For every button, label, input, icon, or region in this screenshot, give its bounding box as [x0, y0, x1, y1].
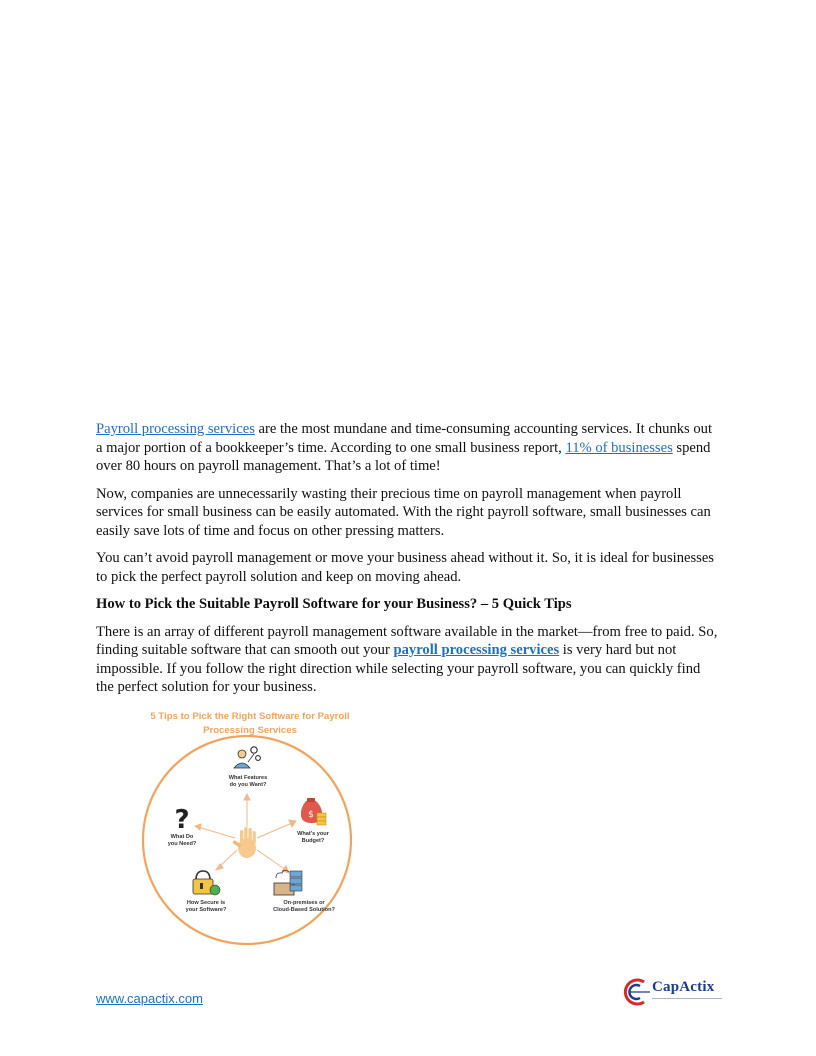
infographic-title-line1: 5 Tips to Pick the Right Software for Payroll [150, 711, 350, 722]
question-mark-icon [174, 805, 189, 835]
payroll-services-link[interactable]: Payroll processing services [96, 421, 255, 437]
hand-icon [232, 827, 256, 858]
logo-wordmark: CapActix [652, 979, 715, 995]
payroll-services-bold-link[interactable]: payroll processing services [393, 642, 560, 658]
svg-text:?: ? [174, 805, 190, 835]
capactix-logo-mark [622, 976, 652, 1008]
section-heading: How to Pick the Suitable Payroll Software for your Business? – 5 Quick Tips [96, 596, 572, 612]
paragraph-array [96, 623, 720, 697]
svg-text:$: $ [308, 810, 314, 820]
paragraph-cannot-avoid: You can’t avoid payroll management or move your business ahead without it. So, it is ideal for businesses to pick the perfect payroll solution and keep on moving ahead. [96, 550, 714, 585]
tip-label-features: What Features do you Want? [228, 775, 268, 788]
paragraph-intro [96, 420, 720, 476]
infographic-title-line2: Processing Services [203, 725, 297, 736]
tips-infographic [120, 710, 380, 950]
capactix-logo [622, 976, 722, 1008]
tip-label-budget: What's your Budget? [297, 831, 329, 844]
intro-text-b: spend over 80 hours on payroll management. That’s a lot of time! [96, 439, 711, 474]
tip-label-security: How Secure is your Software? [185, 900, 227, 913]
money-bag-icon [301, 798, 326, 825]
document-body [96, 420, 720, 706]
logo-tagline-rule [652, 998, 722, 1002]
tip-label-need: What Do you Need? [167, 834, 197, 847]
person-with-gears-icon [234, 747, 260, 768]
padlock-icon [193, 871, 220, 895]
array-text-b: is very hard but not impossible. If you follow the right direction while selecting your payroll software, you can quickly find the perfect solution for your business. [96, 642, 701, 695]
paragraph-automation: Now, companies are unnecessarily wasting their precious time on payroll management when payroll services for small business can be easily automated. With the right payroll software, small businesses can easily save lots of time and focus on other pressing matters. [96, 485, 711, 539]
website-link[interactable]: www.capactix.com [96, 991, 203, 1006]
eleven-percent-link[interactable]: 11% of businesses [565, 439, 673, 456]
array-text-a: There is an array of different payroll management software available in the market—from free to paid. So, finding suitable software that can smooth out your [96, 623, 718, 658]
infographic-graphic [120, 710, 380, 950]
intro-text-a: are the most mundane and time-consuming accounting services. It chunks out a major portion of a bookkeeper’s time. According to one small business report, [96, 421, 713, 456]
tip-label-cloud: On-premises or Cloud-Based Solution? [273, 900, 335, 913]
server-cloud-icon [274, 870, 302, 895]
